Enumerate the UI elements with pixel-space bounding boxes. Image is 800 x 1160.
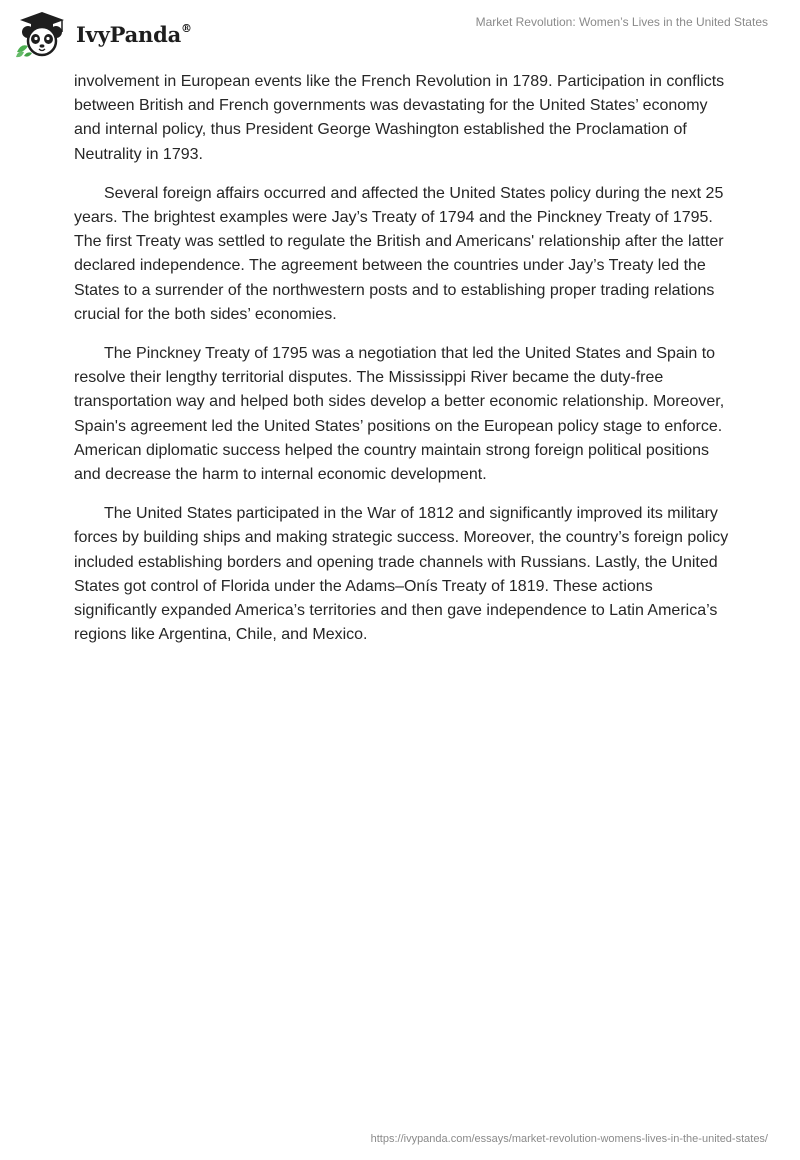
- source-url-link[interactable]: https://ivypanda.com/essays/market-revolution-womens-lives-in-the-united-states/: [370, 1133, 768, 1145]
- panda-graduate-icon: [14, 10, 70, 58]
- document-title: Market Revolution: Women’s Lives in the United States: [475, 15, 768, 29]
- registered-mark: ®: [181, 21, 192, 35]
- ivypanda-logo[interactable]: [14, 10, 192, 58]
- paragraph-1: involvement in European events like the French Revolution in 1789. Participation in conflicts between British and French governments was devastating for the United States’ economy and internal policy, thus President George Washington established the Proclamation of Neutrality in 1793.: [74, 73, 725, 163]
- essay-body: [74, 70, 734, 662]
- brand-wordmark: [76, 22, 192, 47]
- paragraph-3: The Pinckney Treaty of 1795 was a negotiation that led the United States and Spain to resolve their lengthy territorial disputes. The Mississippi River became the duty-free transportation way and helped both sides develop a better economic relationship. Moreover, Spain's agreement led the United States’ positions on the European policy stage to enforce. American diplomatic success helped the country maintain strong foreign political positions and decrease the harm to internal economic development.: [74, 345, 725, 484]
- page-header: [0, 0, 800, 70]
- paragraph-2: Several foreign affairs occurred and affected the United States policy during the next 25 years. The brightest examples were Jay’s Treaty of 1794 and the Pinckney Treaty of 1795. The first Treaty was settled to regulate the British and Americans' relationship after the latter declared independence. The agreement between the countries under Jay’s Treaty led the States to a surrender of the northwestern posts and to establishing proper trading relations crucial for the both sides’ economies.: [74, 184, 724, 323]
- paragraph-4: The United States participated in the War of 1812 and significantly improved its military forces by building ships and making strategic success. Moreover, the country’s foreign policy included establishing borders and opening trade channels with Russians. Lastly, the United States got control of Florida under the Adams–Onís Treaty of 1819. These actions significantly expanded America’s territories and then gave independence to Latin America’s regions like Argentina, Chile, and Mexico.: [74, 505, 729, 644]
- brand-name: IvyPanda: [76, 21, 182, 47]
